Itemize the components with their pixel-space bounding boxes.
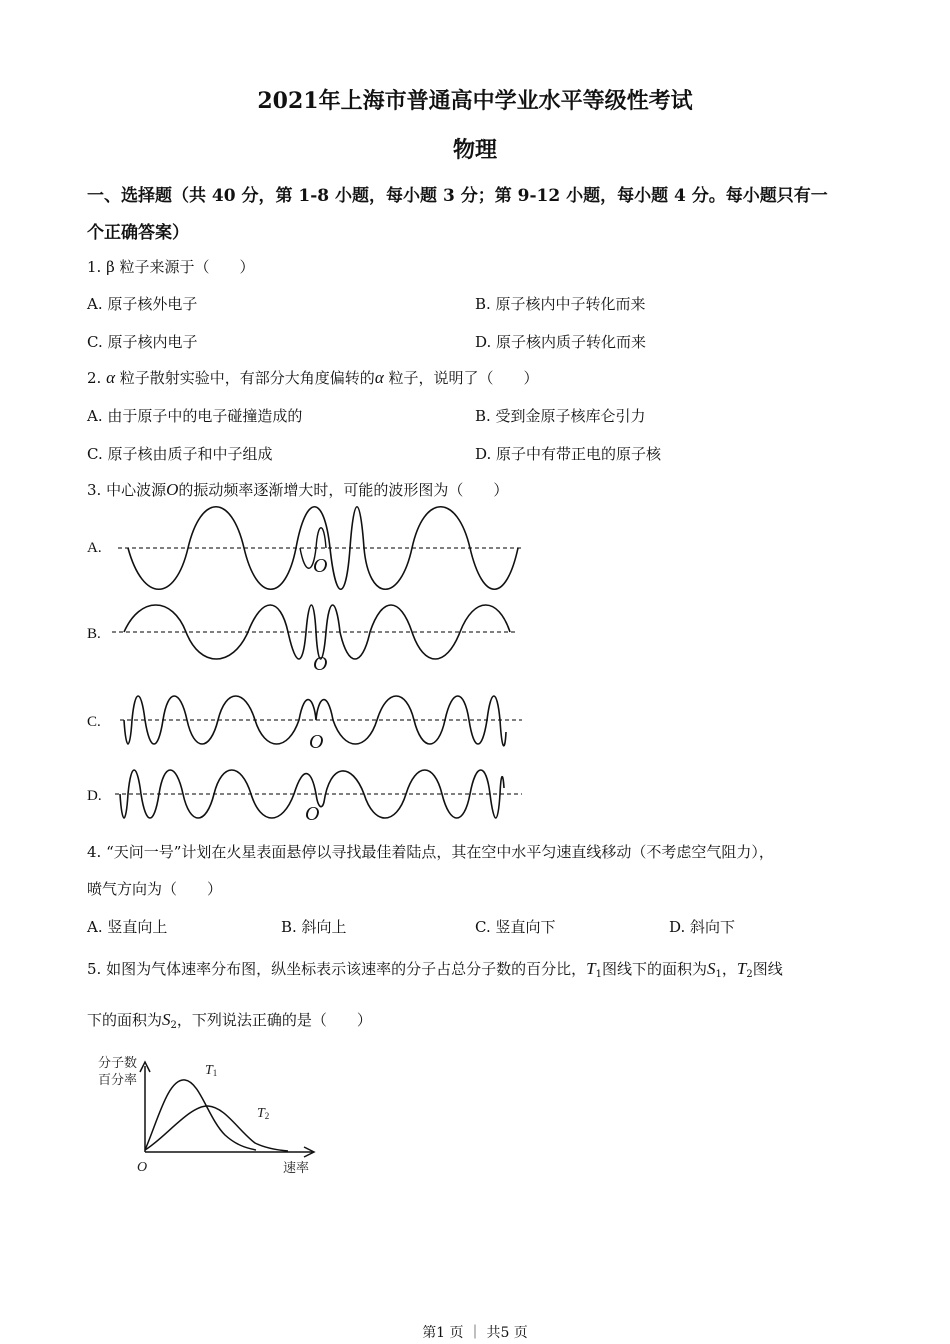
question-1-option-b: B. 原子核内中子转化而来	[475, 295, 646, 313]
question-2-option-c: C. 原子核由质子和中子组成	[87, 445, 273, 463]
question-1-option-c: C. 原子核内电子	[87, 333, 198, 351]
alpha-symbol: α	[106, 368, 116, 387]
question-5-text-f: ，下列说法正确的是（ ）	[176, 1011, 372, 1029]
origin-label: O	[309, 731, 324, 753]
question-5-text-e: 下的面积为	[87, 1011, 163, 1029]
y-axis-label-line1: 分子数	[98, 1056, 138, 1071]
t-symbol: T	[586, 959, 596, 978]
page-footer: 第1 页 ｜ 共5 页	[422, 1325, 528, 1341]
waveform-label-b: B.	[87, 626, 101, 642]
x-axis-label: 速率	[283, 1161, 310, 1176]
subject-title: 物理	[452, 137, 497, 163]
question-2-stem-part-b: 粒子散射实验中，有部分大角度偏转的	[115, 369, 375, 387]
s2-subscript: 2	[170, 1020, 177, 1031]
question-4-stem-line2: 喷气方向为（ ）	[87, 880, 223, 898]
curve-t1-subscript: 1	[212, 1068, 218, 1078]
origin-label: O	[313, 653, 328, 675]
t2-subscript: 2	[746, 969, 753, 980]
question-1-stem: 1. β 粒子来源于（ ）	[87, 258, 255, 276]
question-4-option-d: D. 斜向下	[669, 918, 736, 936]
question-2-option-b: B. 受到金原子核库仑引力	[475, 407, 646, 425]
question-3-stem-part-b: 的振动频率逐渐增大时，可能的波形图为（ ）	[178, 481, 509, 499]
source-o-symbol: O	[166, 480, 179, 499]
waveform-label-c: C.	[87, 714, 101, 730]
question-2-stem-part-c: 粒子，说明了（ ）	[383, 369, 539, 387]
origin-label: O	[305, 803, 320, 825]
exam-title: 2021年上海市普通高中学业水平等级性考试	[257, 88, 693, 114]
curve-t2-label	[257, 1106, 269, 1121]
question-4-option-a: A. 竖直向上	[87, 918, 168, 936]
s-symbol: S	[162, 1010, 171, 1029]
question-5-text-c: ，	[721, 960, 737, 978]
curve-t1	[145, 1080, 256, 1150]
section-heading-line1: 一、选择题（共 40 分，第 1-8 小题，每小题 3 分；第 9-12 小题，每小题 4 分。每小题只有一	[87, 186, 828, 206]
waveform-label-d: D.	[87, 788, 102, 804]
question-4-stem-line1: 4. “天问一号”计划在火星表面悬停以寻找最佳着陆点，其在空中水平匀速直线移动（不考虑空气阻力），	[87, 843, 774, 861]
y-axis-label-line2: 百分率	[98, 1073, 138, 1088]
origin-label: O	[313, 555, 328, 577]
question-1-option-d: D. 原子核内质子转化而来	[475, 333, 647, 351]
question-5-text-a: 5. 如图为气体速率分布图，纵坐标表示该速率的分子占总分子数的百分比，	[87, 960, 587, 978]
t1-subscript: 1	[595, 969, 602, 980]
curve-t2-letter: T	[257, 1106, 265, 1121]
s1-subscript: 1	[715, 969, 722, 980]
origin-o-label: O	[137, 1160, 148, 1175]
question-4-option-c: C. 竖直向下	[475, 918, 556, 936]
question-2-stem-part-a: 2.	[87, 369, 107, 387]
question-1-option-a: A. 原子核外电子	[87, 295, 198, 313]
curve-t2-subscript: 2	[264, 1111, 270, 1121]
question-5-text-d: 图线	[752, 960, 783, 978]
s-symbol: S	[706, 959, 716, 978]
question-3-stem-part-a: 3. 中心波源	[87, 481, 167, 499]
question-2-option-a: A. 由于原子中的电子碰撞造成的	[87, 407, 303, 425]
curve-t1-label	[205, 1063, 217, 1078]
question-5-text-b: 图线下的面积为	[601, 960, 707, 978]
section-heading-line2: 个正确答案）	[87, 223, 189, 243]
alpha-symbol: α	[374, 368, 384, 387]
waveform-label-a: A.	[87, 540, 102, 556]
question-4-option-b: B. 斜向上	[281, 918, 347, 936]
t-symbol: T	[736, 959, 747, 978]
curve-t1-letter: T	[205, 1063, 213, 1078]
question-2-option-d: D. 原子中有带正电的原子核	[475, 445, 662, 463]
